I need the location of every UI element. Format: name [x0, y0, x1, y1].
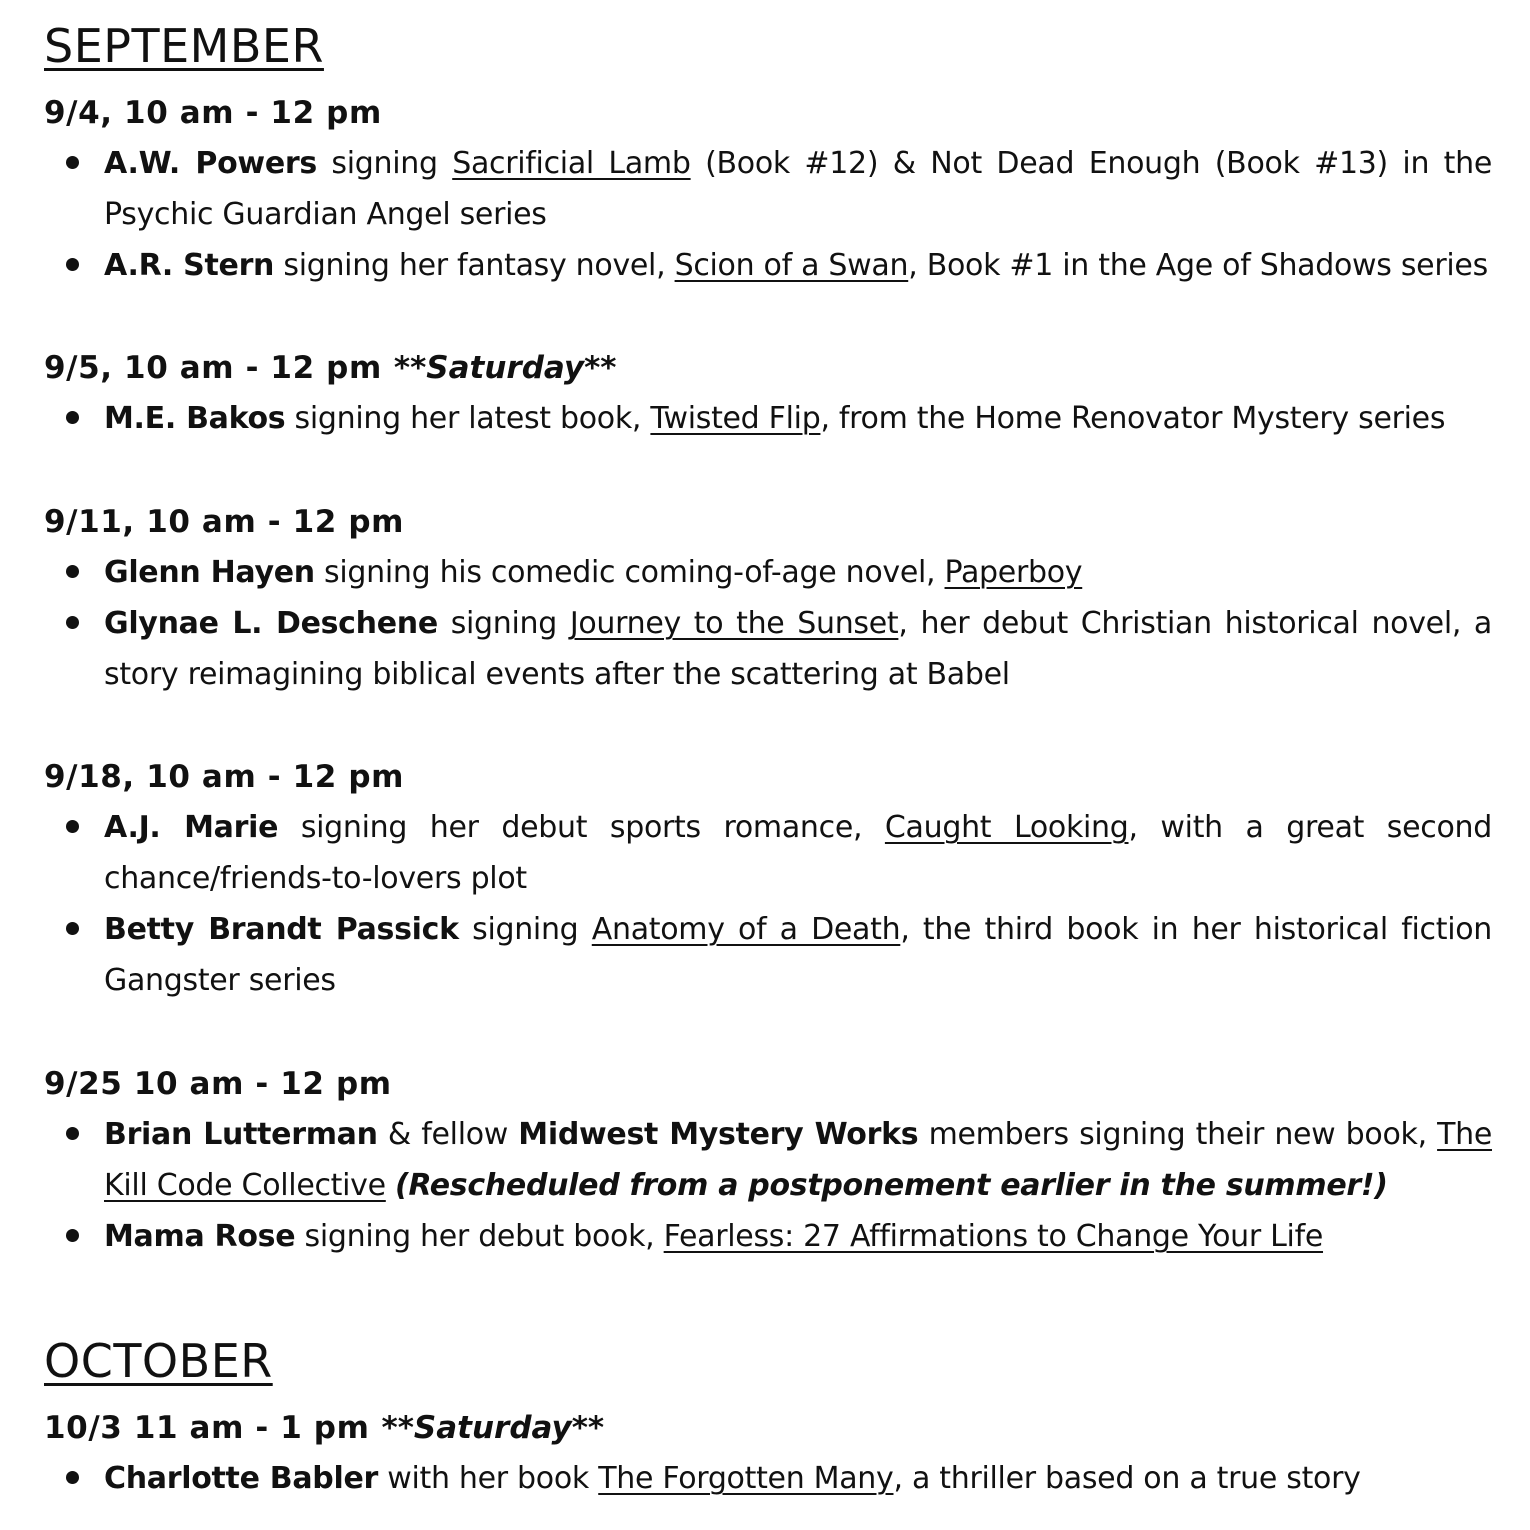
author-name: M.E. Bakos	[104, 401, 286, 436]
signing-text: , Book #1 in the Age of Shadows series	[908, 248, 1488, 283]
event-9-11	[44, 497, 1492, 700]
bullet-icon	[66, 565, 79, 578]
event-date-text: 9/18, 10 am - 12 pm	[44, 759, 405, 795]
signing-text: , her debut Christian historical novel, a story reimagining biblical events after the scattering at Babel	[104, 606, 1492, 692]
event-date-text: 9/5, 10 am - 12 pm	[44, 350, 382, 386]
signing-text: signing	[458, 912, 592, 947]
signing-item	[44, 802, 1492, 904]
event-9-18	[44, 752, 1492, 1006]
book-title: The Kill Code Collective	[104, 1117, 1492, 1203]
signing-list	[44, 802, 1492, 1006]
book-title: Paperboy	[944, 555, 1083, 590]
signing-list	[44, 1109, 1492, 1262]
event-9-25	[44, 1059, 1492, 1262]
signing-text: members signing their new book,	[918, 1117, 1438, 1152]
day-note: **Saturday**	[393, 350, 617, 386]
month-heading-september: SEPTEMBER	[44, 19, 324, 73]
event-date	[44, 343, 1492, 393]
signing-text: (Book #12) & Not Dead Enough (Book #13) in the Psychic Guardian Angel series	[104, 146, 1492, 232]
event-date	[44, 752, 1492, 802]
signing-item	[44, 138, 1492, 240]
book-title: Journey to the Sunset	[569, 606, 899, 641]
day-note: **Saturday**	[381, 1410, 605, 1446]
event-9-5	[44, 343, 1492, 444]
bullet-icon	[66, 820, 79, 833]
signing-text: with her book	[378, 1461, 599, 1496]
author-name: A.J. Marie	[104, 810, 279, 845]
event-date-text: 10/3 11 am - 1 pm	[44, 1410, 370, 1446]
author-name: A.R. Stern	[104, 248, 275, 283]
book-title: Twisted Flip	[650, 401, 821, 436]
author-name: Glenn Hayen	[104, 555, 315, 590]
reschedule-note: (Rescheduled from a postponement earlier in the summer!)	[395, 1168, 1388, 1203]
bullet-icon	[66, 616, 79, 629]
signing-item	[44, 240, 1492, 291]
bullet-icon	[66, 411, 79, 424]
signing-text: & fellow	[377, 1117, 519, 1152]
event-date-text: 9/25 10 am - 12 pm	[44, 1066, 392, 1102]
author-name: A.W. Powers	[104, 146, 317, 181]
event-date	[44, 497, 1492, 547]
signing-text: signing his comedic coming-of-age novel,	[314, 555, 945, 590]
signing-list	[44, 547, 1492, 700]
author-name: Brian Lutterman	[104, 1117, 378, 1152]
event-date-text: 9/4, 10 am - 12 pm	[44, 95, 382, 131]
author-name: Betty Brandt Passick	[104, 912, 459, 947]
bullet-icon	[66, 1127, 79, 1140]
signing-item	[44, 1211, 1492, 1262]
author-name: Glynae L. Deschene	[104, 606, 438, 641]
signing-text: signing	[437, 606, 570, 641]
event-date-text: 9/11, 10 am - 12 pm	[44, 504, 405, 540]
book-title: Sacrificial Lamb	[452, 146, 691, 181]
bullet-icon	[66, 258, 79, 271]
event-9-4	[44, 88, 1492, 291]
event-date	[44, 1059, 1492, 1109]
signing-item	[44, 904, 1492, 1006]
book-title: Scion of a Swan	[674, 248, 909, 283]
signing-text: signing her debut sports romance,	[278, 810, 885, 845]
book-title: Caught Looking	[884, 810, 1129, 845]
signing-text: , a thriller based on a true story	[893, 1461, 1361, 1496]
bullet-icon	[66, 922, 79, 935]
signing-item	[44, 598, 1492, 700]
bullet-icon	[66, 156, 79, 169]
signing-text: signing her fantasy novel,	[274, 248, 675, 283]
signing-text: , the third book in her historical fiction Gangster series	[104, 912, 1492, 998]
author-name: Charlotte Babler	[104, 1461, 378, 1496]
signing-list	[44, 1453, 1492, 1504]
event-10-3	[44, 1403, 1492, 1504]
signing-list	[44, 393, 1492, 444]
signing-item	[44, 393, 1492, 444]
signing-text: , from the Home Renovator Mystery series	[820, 401, 1446, 436]
signing-item	[44, 1453, 1492, 1504]
bullet-icon	[66, 1229, 79, 1242]
book-title: The Forgotten Many	[598, 1461, 894, 1496]
bullet-icon	[66, 1471, 79, 1484]
book-title: Anatomy of a Death	[591, 912, 901, 947]
signing-text: signing	[316, 146, 453, 181]
group-name: Midwest Mystery Works	[518, 1117, 919, 1152]
month-heading-october: OCTOBER	[44, 1334, 273, 1388]
book-title: Fearless: 27 Affirmations to Change Your Life	[663, 1219, 1324, 1254]
signing-text: signing her debut book,	[295, 1219, 664, 1254]
event-date	[44, 1403, 1492, 1453]
event-date	[44, 88, 1492, 138]
signing-item	[44, 1109, 1492, 1211]
author-name: Mama Rose	[104, 1219, 296, 1254]
signing-text: signing her latest book,	[285, 401, 651, 436]
signing-list	[44, 138, 1492, 291]
signing-item	[44, 547, 1492, 598]
signing-text: , with a great second chance/friends-to-lovers plot	[104, 810, 1492, 896]
